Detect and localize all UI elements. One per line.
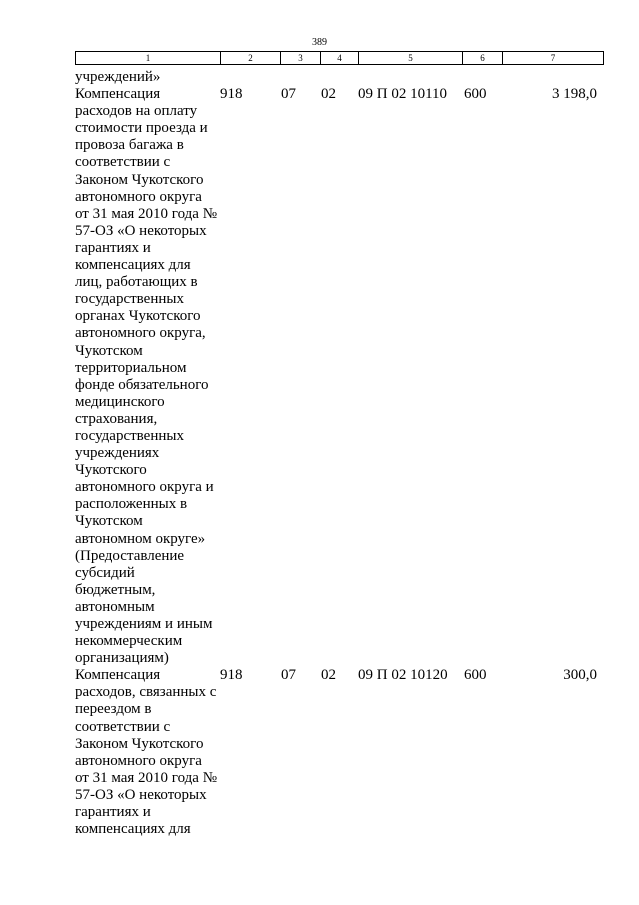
page-number: 389 [312,37,327,48]
column-header-7: 7 [503,52,604,65]
column-header-1: 1 [76,52,221,65]
column-header-3: 3 [281,52,321,65]
table-row [75,69,605,86]
table-row [75,667,605,838]
row-admin-code: 918 [220,86,243,103]
row-section: 07 [281,86,296,103]
row-expense-type: 600 [464,86,487,103]
row-section: 07 [281,667,296,684]
row-target-code: 09 П 02 10110 [358,86,448,103]
row-subsection: 02 [321,86,336,103]
row-admin-code: 918 [220,667,243,684]
row-description: учреждений» [75,69,161,85]
row-description: Компенсация расходов на оплату стоимости проезда и провоза багажа в соответствии с Законом Чукотского автономного округа от 31 мая 2010 года № 57-ОЗ «О некоторых гарантиях и компенсациях для лиц, работающих в государственных органах Чукотского автономного округа, Чукотском территориальном фонде обязательного медицинского страхования, государственных учреждениях Чукотского автономного округа и расположенных в Чукотском автономном округе» (Предоставление субсидий бюджетным, автономным учреждениям и иным некоммерческим организациям) [75,86,218,667]
row-amount: 300,0 [563,667,597,684]
row-expense-type: 600 [464,667,487,684]
column-header-6: 6 [463,52,503,65]
row-subsection: 02 [321,667,336,684]
row-description: Компенсация расходов, связанных с переездом в соответствии с Законом Чукотского автономного округа от 31 мая 2010 года № 57-ОЗ «О некоторых гарантиях и компенсациях для [75,667,218,838]
column-header-2: 2 [221,52,281,65]
table-row [75,86,605,667]
row-target-code: 09 П 02 10120 [358,667,448,684]
column-header-5: 5 [359,52,463,65]
row-amount: 3 198,0 [552,86,597,103]
column-header-row [76,52,604,65]
column-header-4: 4 [321,52,359,65]
column-header-table [75,51,604,65]
budget-rows [75,69,605,838]
